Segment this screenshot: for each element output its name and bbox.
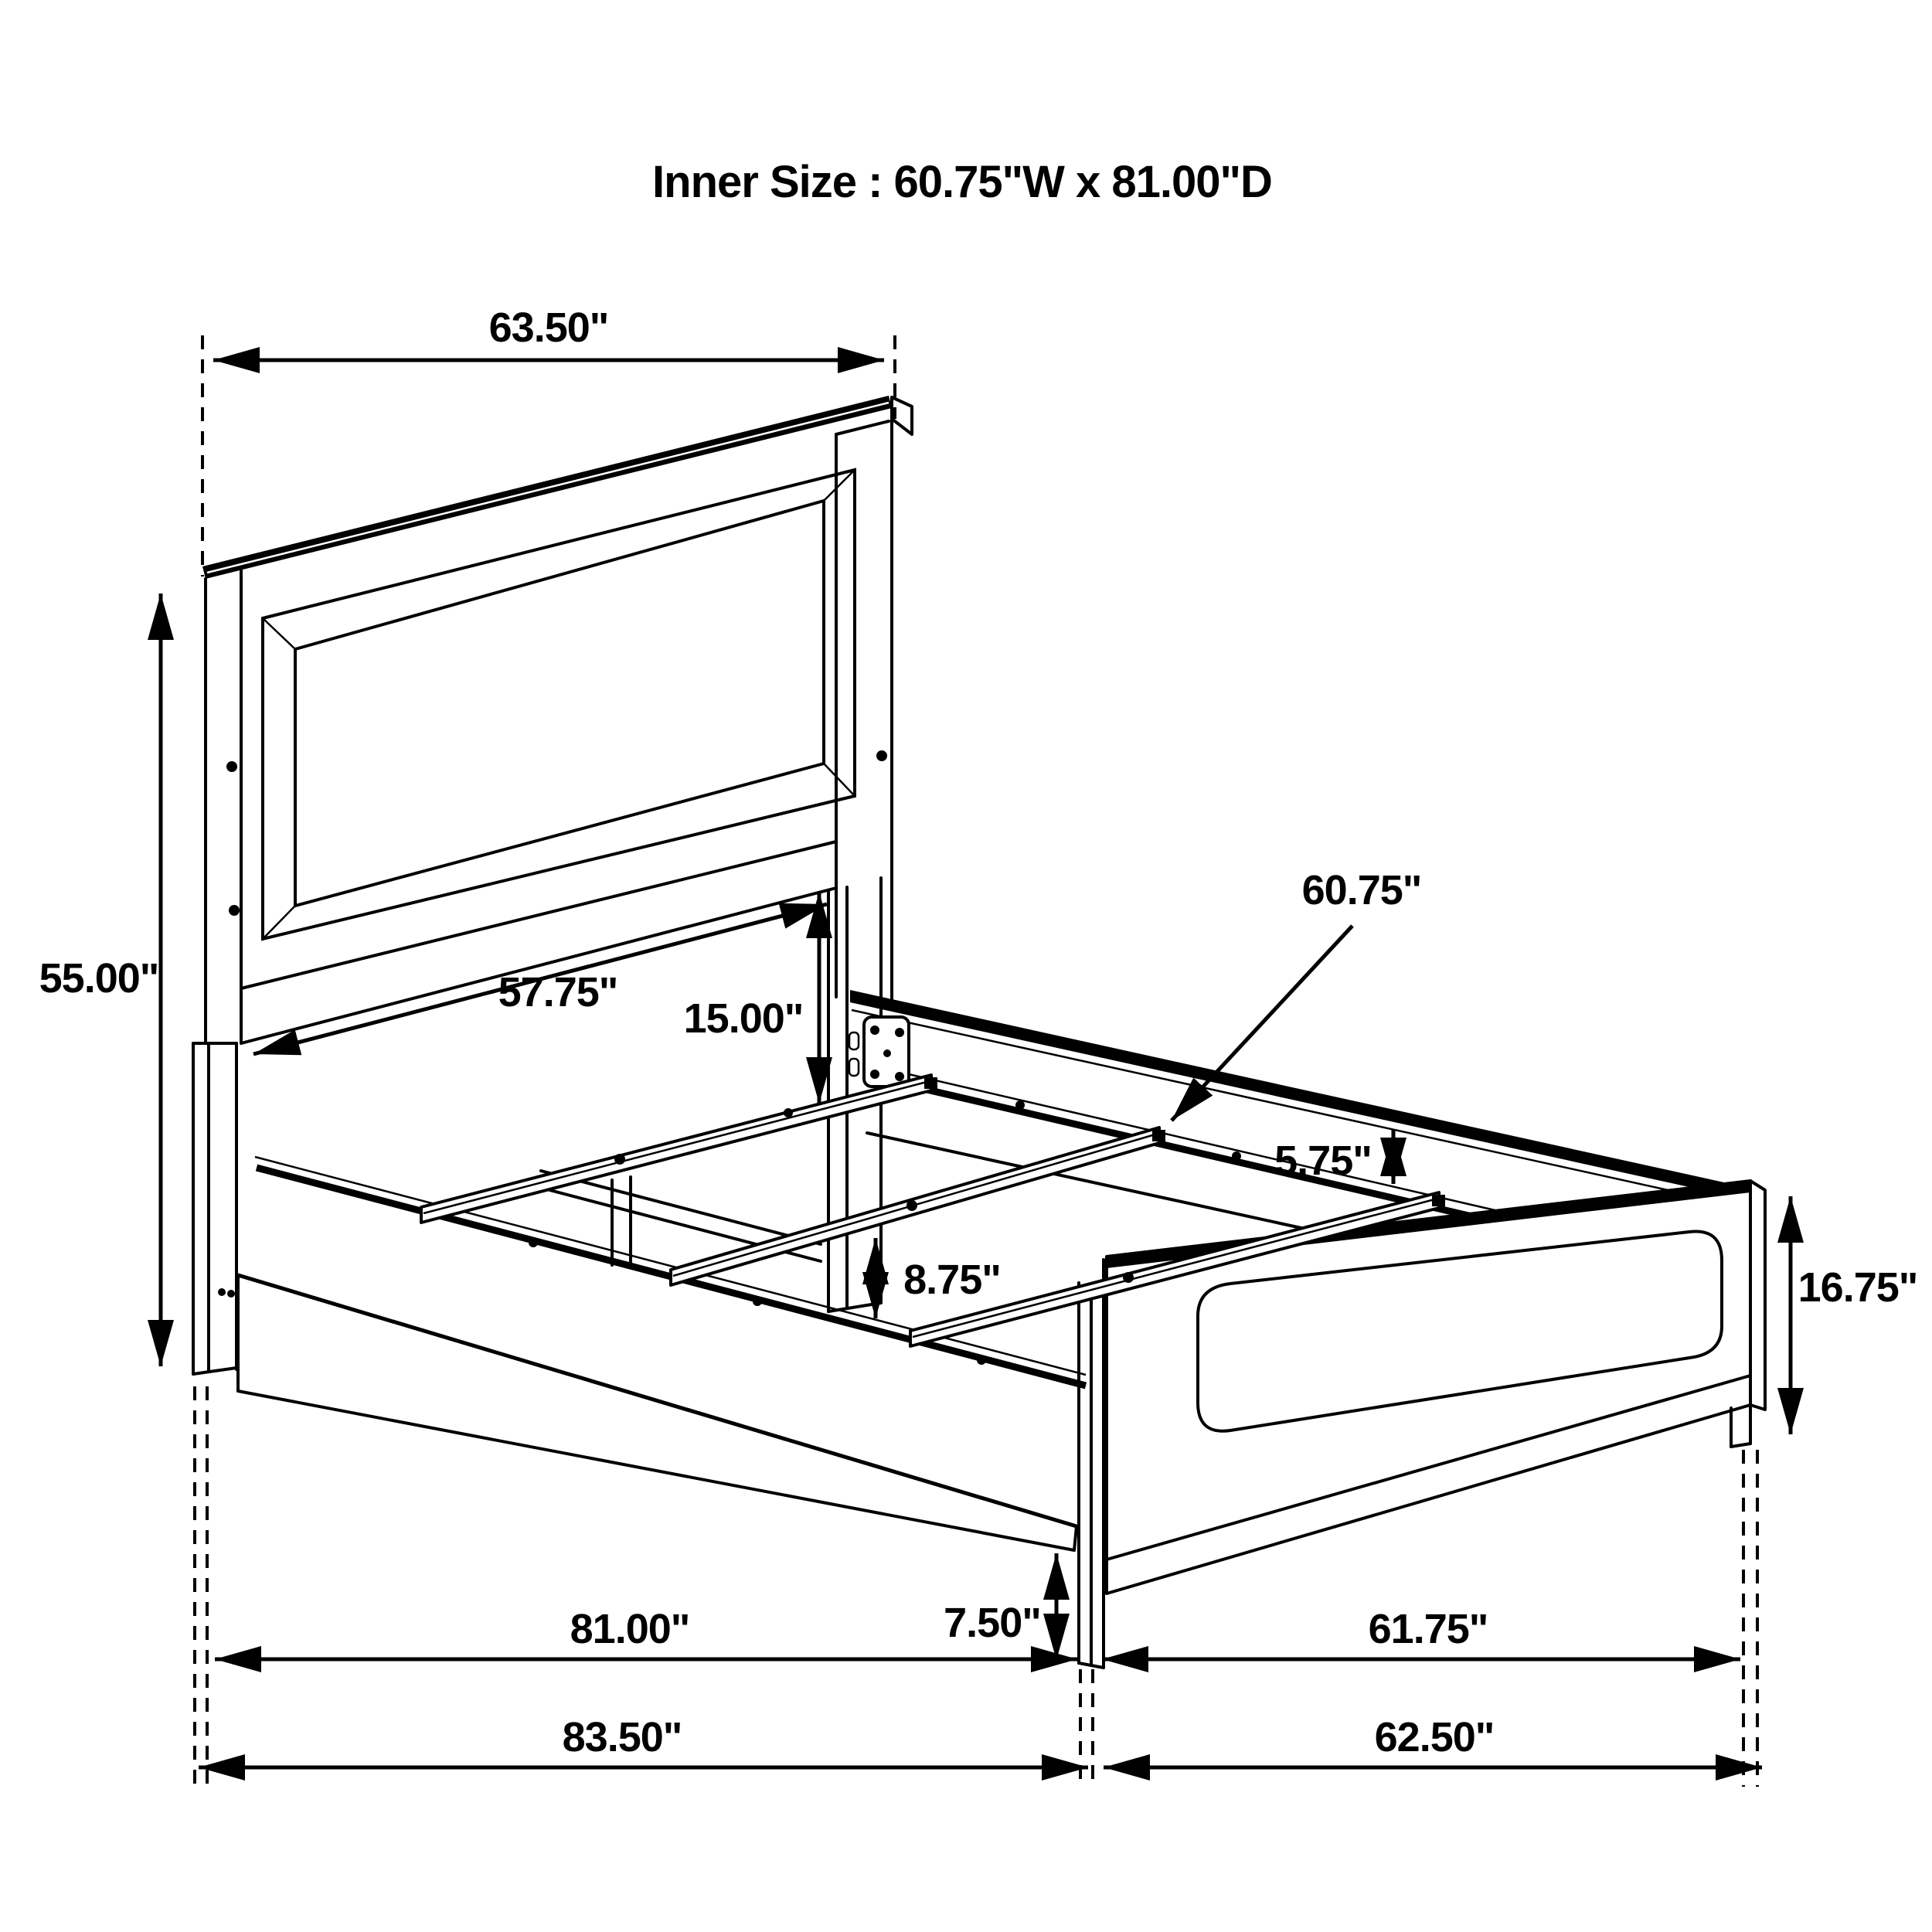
footboard-left-leg — [1079, 1260, 1104, 1668]
dim-overall-depth-label: 83.50" — [562, 1714, 682, 1760]
dim-footboard-overall-width-label: 62.50" — [1374, 1714, 1495, 1760]
dim-under-rail-clearance — [944, 1553, 1056, 1660]
bracket-hook — [849, 1059, 859, 1076]
dim-footboard-height-label: 16.75" — [1798, 1264, 1918, 1311]
dim-footboard-inner-width-label: 61.75" — [1368, 1606, 1488, 1652]
dim-inner-depth-label: 81.00" — [570, 1606, 690, 1652]
footboard — [1079, 1181, 1765, 1668]
dim-headboard-width-label: 63.50" — [488, 304, 609, 351]
dim-side-rail-height — [1274, 1130, 1393, 1184]
slat-end-cap — [1152, 1130, 1165, 1141]
slat-end-cap — [1432, 1195, 1445, 1206]
dim-slat-length-label: 60.75" — [1301, 867, 1422, 913]
dim-footboard-inner-width — [1102, 1606, 1740, 1659]
dim-slat-length — [1172, 867, 1421, 1121]
dim-headboard-height-label: 55.00" — [39, 955, 159, 1002]
dim-slat-to-rail-height-label: 8.75" — [903, 1257, 1001, 1303]
slat-end-cap — [924, 1077, 937, 1089]
far-side-rail — [850, 990, 1731, 1233]
headboard — [193, 396, 912, 1374]
dim-headboard-inner-width-label: 57.75" — [498, 969, 618, 1015]
dim-headboard-leg-height-label: 15.00" — [683, 995, 804, 1042]
extension-lines — [195, 335, 1757, 1787]
headboard-left-leg — [193, 1043, 236, 1374]
dim-footboard-overall-width — [1104, 1714, 1762, 1767]
dim-headboard-height — [39, 594, 161, 1366]
near-side-rail — [238, 1275, 1077, 1550]
dim-side-rail-height-label: 5.75" — [1274, 1138, 1372, 1184]
dim-headboard-width — [213, 304, 884, 360]
page-title: Inner Size : 60.75"W x 81.00"D — [652, 157, 1272, 207]
dim-slat-to-rail-height — [876, 1238, 1001, 1318]
slat-1 — [421, 1075, 931, 1223]
dim-footboard-height — [1791, 1196, 1917, 1434]
dim-under-rail-clearance-label: 7.50" — [944, 1600, 1041, 1646]
dim-overall-depth — [199, 1714, 1088, 1767]
bracket-hook — [849, 1032, 859, 1049]
